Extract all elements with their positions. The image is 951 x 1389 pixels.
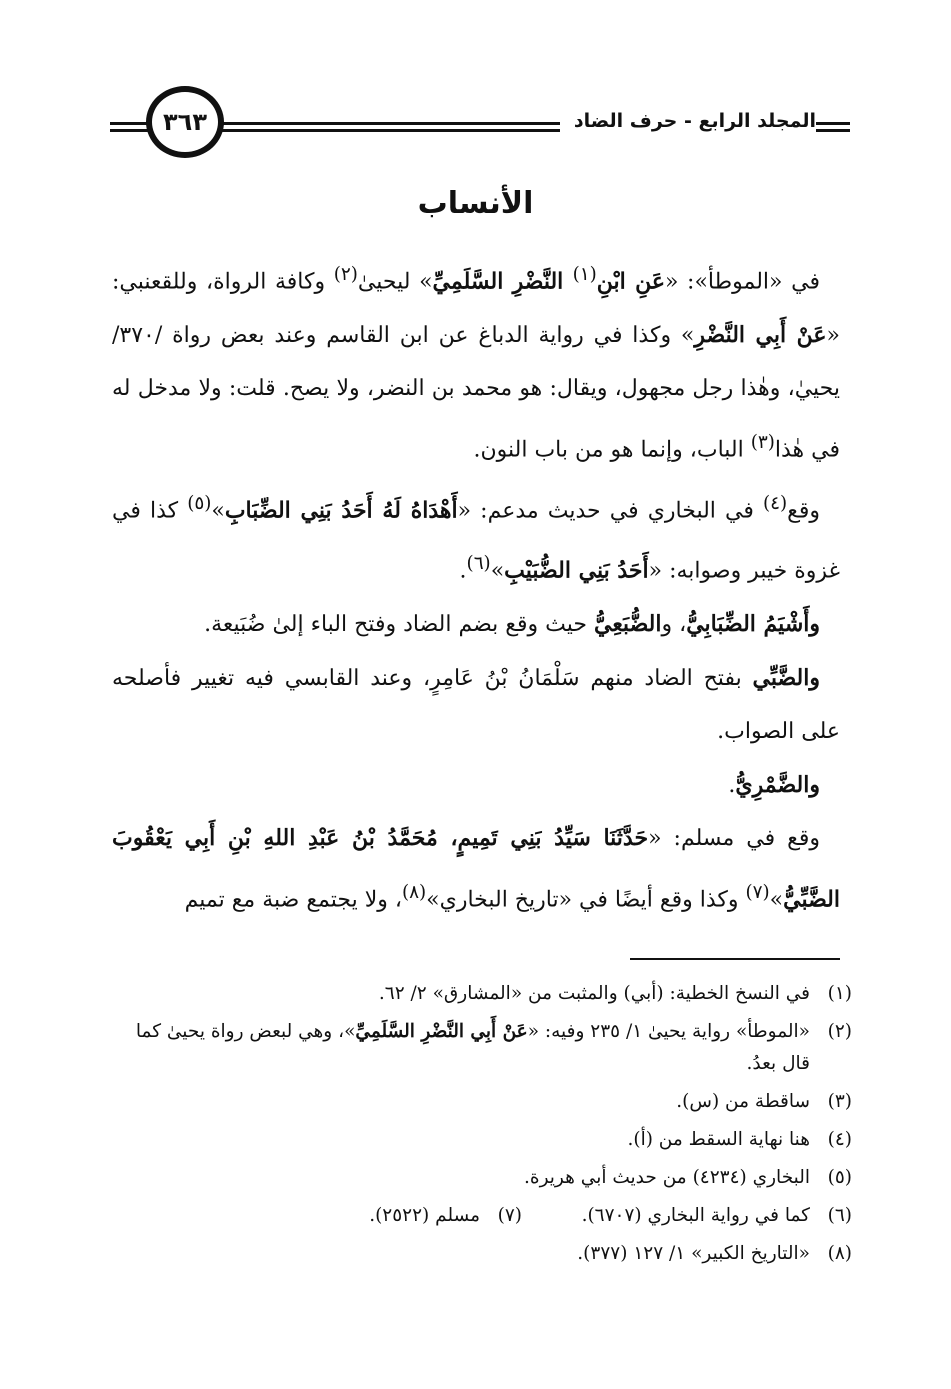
- footnote: [112, 1086, 852, 1118]
- text: «الموطأ» رواية يحيىٰ ١/ ٢٣٥ وفيه: «: [527, 1021, 810, 1042]
- footnote-ref: (٦): [466, 553, 491, 575]
- footnote-number: (٨): [827, 1243, 852, 1264]
- header-rule-right-top: [816, 122, 850, 125]
- text: » وكذا في رواية الدباغ عن ابن القاسم وعند بعض رواة /٣٧٠/ يحييٰ، وهٰذا رجل مجهول، ويقال: هو محمد بن النضر، ولا يصح. قلت: ولا مدخل له في هٰذا: [112, 322, 840, 463]
- footnote-ref: (٤): [762, 492, 788, 514]
- footnote: [112, 1162, 852, 1194]
- text: ، و: [661, 612, 687, 638]
- footnote-text: هنا نهاية السقط من (أ).: [627, 1129, 810, 1150]
- footnote-ref: (٥): [187, 492, 212, 514]
- header-rule-left-bottom: [110, 129, 150, 132]
- footnote: [212, 1200, 522, 1232]
- footnote-number: (٣): [827, 1091, 852, 1112]
- paragraph: [112, 812, 840, 926]
- footnote-separator: [630, 958, 840, 960]
- footnote: [112, 978, 852, 1010]
- footnote-number: (١): [827, 983, 852, 1004]
- main-text: [112, 248, 840, 927]
- text: ، ولا يجتمع ضبة مع تميم: [184, 887, 402, 913]
- page-header: [110, 86, 850, 162]
- quoted-phrase: عَنْ أَبِي النَّضْرِ السَّلَمِيِّ: [355, 1021, 528, 1042]
- footnote-number: (٦): [827, 1205, 852, 1226]
- text: وقع في مسلم: «: [648, 826, 821, 852]
- text: في «الموطأ»: «: [664, 269, 820, 295]
- footnote-text: في النسخ الخطية: (أبي) والمثبت من «المشارق» ٢/ ٦٢.: [378, 983, 810, 1004]
- footnotes: [112, 978, 852, 1276]
- footnote-ref: (١): [572, 264, 597, 285]
- text: .: [728, 772, 736, 798]
- footnote-ref: (٢): [333, 264, 358, 285]
- nisba-term: والضَّمْرِيُّ: [735, 771, 820, 798]
- text: في البخاري في حديث مدعم: «: [457, 497, 763, 523]
- page-number: ٣٦٣: [146, 86, 224, 158]
- header-rule-left-top: [110, 122, 150, 125]
- footnote-text: [112, 1016, 810, 1080]
- footnote: [112, 1016, 852, 1080]
- quoted-phrase: النَّضْرِ السَّلَمِيِّ: [432, 268, 573, 295]
- paragraph: [112, 759, 840, 813]
- footnote: [522, 1200, 852, 1232]
- text: »: [211, 497, 225, 523]
- text: كذا في غزوة خيبر وصوابه: «: [112, 497, 840, 584]
- footnote: [112, 1238, 852, 1270]
- text: .: [459, 558, 467, 584]
- section-title: الأنساب: [417, 186, 534, 221]
- paragraph: [112, 248, 840, 477]
- text: »: [769, 887, 784, 913]
- footnote-pair: [112, 1200, 852, 1232]
- header-rule-right-bottom: [816, 129, 850, 132]
- text: » ليحيىٰ: [357, 269, 433, 295]
- quoted-phrase: عَنْ أَبِي النَّضْرِ: [694, 321, 827, 348]
- footnote-ref: (٨): [401, 881, 427, 903]
- footnote-text: كما في رواية البخاري (٦٧٠٧).: [581, 1205, 810, 1226]
- footnote-number: (٥): [827, 1167, 852, 1188]
- running-title: المجلد الرابع - حرف الضاد: [560, 110, 816, 132]
- footnote-number: (٢): [827, 1021, 852, 1042]
- footnote-text: مسلم (٢٥٢٢).: [369, 1205, 480, 1226]
- text: حيث وقع بضم الضاد وفتح الباء إلىٰ ضُبَيعة.: [204, 612, 594, 638]
- footnote-text: ساقطة من (س).: [676, 1091, 810, 1112]
- quoted-phrase: أَحَدُ بَنِي الضُّبَيْبِ: [504, 557, 649, 584]
- footnote-text: «التاريخ الكبير» ١/ ١٢٧ (٣٧٧).: [577, 1243, 810, 1264]
- text: الباب، وإنما هو من باب النون.: [473, 437, 751, 463]
- footnote-text: البخاري (٤٢٣٤) من حديث أبي هريرة.: [524, 1167, 810, 1188]
- text: »: [490, 558, 505, 584]
- text: »، وهي لبعض رواة يحيىٰ كما قال بعدُ.: [135, 1021, 810, 1074]
- quoted-phrase: عَنِ ابْنِ: [596, 268, 665, 295]
- nisba-term: الضُّبَعِيُّ: [593, 611, 662, 638]
- paragraph: [112, 652, 840, 759]
- paragraph: [112, 598, 840, 652]
- paragraph: [112, 477, 840, 599]
- text: وقع: [787, 497, 820, 523]
- text: بفتح الضاد منهم سَلْمَانُ بْنُ عَامِرٍ، وعند القابسي فيه تغيير فأصلحه على الصواب.: [112, 665, 840, 745]
- footnote: [112, 1124, 852, 1156]
- quoted-phrase: أَهْدَاهُ لَهُ أَحَدُ بَنِي الضِّبَابِ: [224, 496, 458, 523]
- quoted-phrase: حَدَّثَنَا سَيِّدُ بَنِي تَمِيمٍ، مُحَمَّدُ بْنُ عَبْدِ اللهِ بْنِ أَبِي يَعْقُوبَ الضَّبِّيُّ: [112, 825, 840, 913]
- text: وكافة الرواة، وللقعنبي: «: [112, 269, 840, 348]
- text: وكذا وقع أيضًا في «تاريخ البخاري»: [426, 887, 746, 913]
- footnote-number: (٧): [497, 1205, 522, 1226]
- footnote-ref: (٣): [750, 431, 775, 453]
- nisba-term: والضَّبِّي: [752, 664, 820, 691]
- footnote-ref: (٧): [745, 881, 770, 903]
- footnote-number: (٤): [827, 1129, 852, 1150]
- nisba-term: وأَشْيَمُ الضِّبَابِيُّ: [686, 611, 820, 638]
